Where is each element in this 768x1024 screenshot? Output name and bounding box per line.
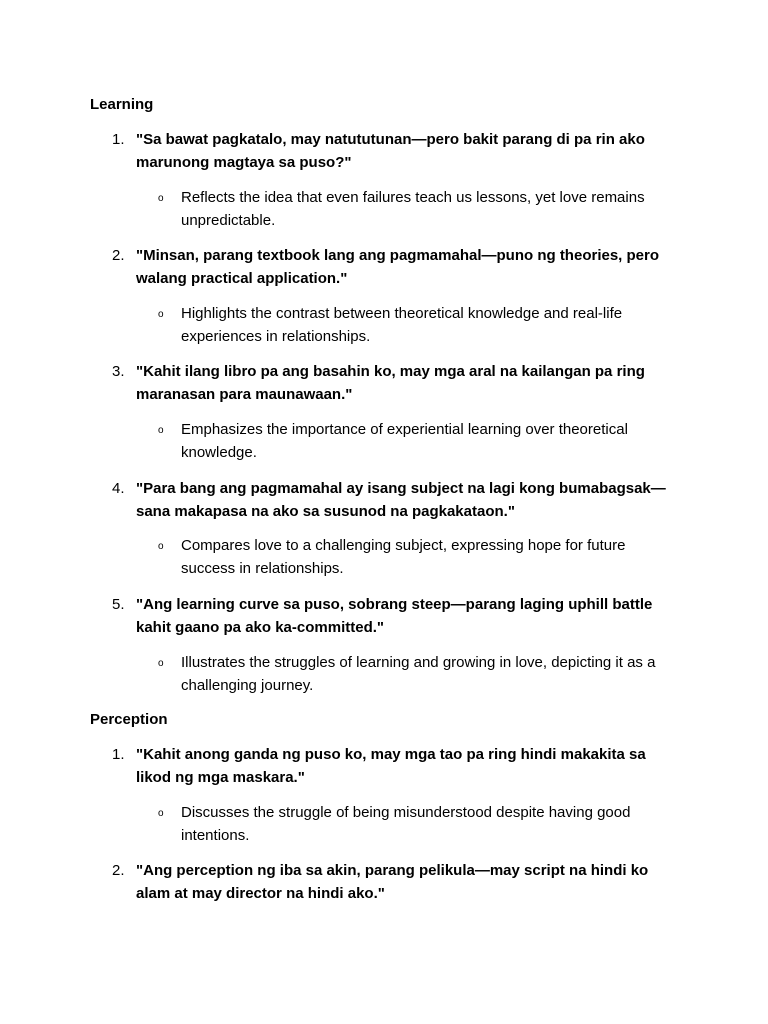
quote-text: "Minsan, parang textbook lang ang pagmamahal—puno ng theories, pero walang practical application."	[136, 247, 660, 287]
quote-text: "Sa bawat pagkatalo, may natututunan—pero bakit parang di pa rin ako marunong magtaya sa puso?"	[136, 131, 645, 171]
quote-text: "Ang learning curve sa puso, sobrang steep—parang laging uphill battle kahit gaano pa ako ka-committed."	[136, 596, 653, 636]
item-number: 1.	[112, 131, 125, 148]
explanation-text: Highlights the contrast between theoretical knowledge and real-life experiences in relationships.	[181, 305, 623, 345]
section-heading: Perception	[90, 711, 168, 728]
sub-bullet-icon: o	[158, 658, 164, 669]
sub-bullet-icon: o	[158, 309, 164, 320]
explanation-text: Compares love to a challenging subject, expressing hope for future success in relationships.	[181, 537, 626, 577]
explanation-text: Illustrates the struggles of learning and growing in love, depicting it as a challenging journey.	[181, 654, 656, 694]
sub-bullet-icon: o	[158, 541, 164, 552]
explanation-text: Reflects the idea that even failures teach us lessons, yet love remains unpredictable.	[181, 189, 645, 229]
explanation-text: Emphasizes the importance of experiential learning over theoretical knowledge.	[181, 421, 628, 461]
section-heading: Learning	[90, 96, 154, 113]
quote-text: "Para bang ang pagmamahal ay isang subject na lagi kong bumabagsak—sana makapasa na ako sa susunod na pagkakataon."	[136, 480, 666, 520]
quote-text: "Kahit ilang libro pa ang basahin ko, may mga aral na kailangan pa ring maranasan para maunawaan."	[136, 363, 645, 403]
item-number: 3.	[112, 363, 125, 380]
sub-bullet-icon: o	[158, 808, 164, 819]
item-number: 2.	[112, 247, 125, 264]
quote-text: "Kahit anong ganda ng puso ko, may mga tao pa ring hindi makakita sa likod ng mga maskara."	[136, 746, 646, 786]
explanation-text: Discusses the struggle of being misunderstood despite having good intentions.	[181, 804, 631, 844]
sub-bullet-icon: o	[158, 425, 164, 436]
item-number: 5.	[112, 596, 125, 613]
item-number: 2.	[112, 862, 125, 879]
quote-text: "Ang perception ng iba sa akin, parang pelikula—may script na hindi ko alam at may director na hindi ako."	[136, 862, 649, 902]
item-number: 1.	[112, 746, 125, 763]
item-number: 4.	[112, 480, 125, 497]
sub-bullet-icon: o	[158, 193, 164, 204]
